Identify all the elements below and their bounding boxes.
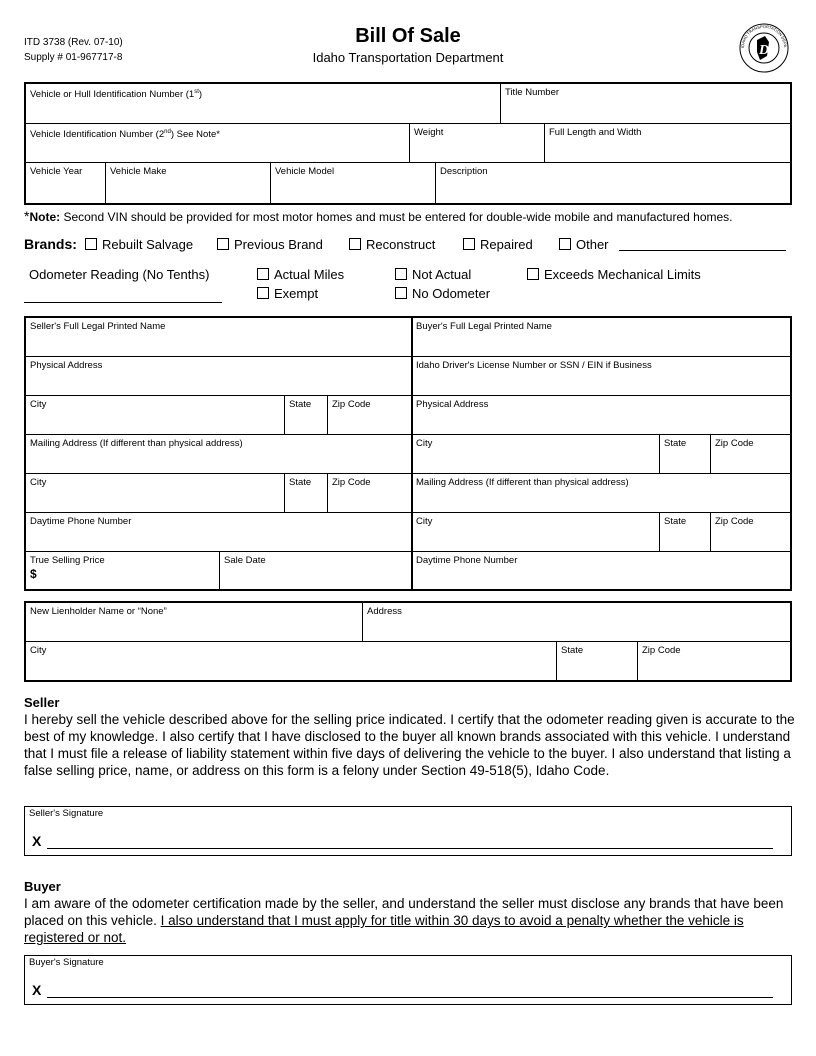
buyer-physical-address-label: Physical Address xyxy=(416,399,489,410)
hull-id-label: Vehicle or Hull Identification Number (1 xyxy=(30,89,195,101)
seller-signature-x: X xyxy=(32,833,42,849)
seller-certification-text: I hereby sell the vehicle described above for the selling price indicated. I certify that the odometer reading given is accurate to the best of my knowledge. I also certify that I have disclosed to the buyer all known brands associated with this vehicle. I understand that I must file a release of liability statement within five days of delivering the vehicle to the buyer. I also understand that listing a false selling price, name, or address on this form is a felony under Section 49-518(5), Idaho Code. xyxy=(24,712,795,778)
brand-other-input-line[interactable] xyxy=(619,250,786,251)
brand-reconstruct-label: Reconstruct xyxy=(366,237,436,252)
title-number-label: Title Number xyxy=(505,87,560,98)
buyer-mailing-city-label: City xyxy=(416,516,433,527)
title-number-field[interactable] xyxy=(501,84,790,124)
brand-other-label: Other xyxy=(576,237,609,252)
buyer-signature-label: Buyer's Signature xyxy=(29,957,104,968)
odo-not-actual[interactable] xyxy=(395,267,471,282)
seller-city-field[interactable] xyxy=(26,396,285,435)
buyer-section-title: Buyer xyxy=(24,879,61,894)
buyer-mailing-zip-label: Zip Code xyxy=(715,516,754,527)
brand-repaired-label: Repaired xyxy=(480,237,533,252)
seller-signature-label: Seller's Signature xyxy=(29,808,104,819)
note-text: Second VIN should be provided for most motor homes and must be entered for double-wide mobile and manufactured homes. xyxy=(60,210,733,224)
buyer-signature-box[interactable] xyxy=(24,955,792,1005)
buyer-name-field[interactable] xyxy=(412,318,790,357)
vin2-field[interactable] xyxy=(26,124,410,163)
seller-mailing-address-label: Mailing Address (If different than physical address) xyxy=(30,438,243,449)
note-label: Note: xyxy=(29,210,61,224)
seller-city-label: City xyxy=(30,399,47,410)
seller-mailing-state-label: State xyxy=(289,477,312,488)
checkbox[interactable] xyxy=(217,238,229,250)
buyer-state-field[interactable] xyxy=(660,435,711,474)
seller-physical-address-label: Physical Address xyxy=(30,360,103,371)
seller-mailing-state-field[interactable] xyxy=(285,474,328,513)
checkbox[interactable] xyxy=(559,238,571,250)
buyer-city-label: City xyxy=(416,438,433,449)
checkbox[interactable] xyxy=(527,268,539,280)
checkbox[interactable] xyxy=(85,238,97,250)
seller-mailing-address-field[interactable] xyxy=(26,435,412,474)
checkbox[interactable] xyxy=(349,238,361,250)
length-width-label: Full Length and Width xyxy=(549,127,642,138)
center-divider xyxy=(411,318,413,589)
department-seal-logo xyxy=(738,22,790,74)
weight-field[interactable] xyxy=(410,124,545,163)
buyer-text: I am aware of the odometer certification made by the seller, and understand the seller must disclose any brands that have been placed on this vehicle. xyxy=(24,896,784,928)
supply-number: Supply # 01-967717-8 xyxy=(24,52,123,63)
brand-previous-brand-label: Previous Brand xyxy=(234,237,323,252)
buyer-phone-field[interactable] xyxy=(412,552,790,589)
seller-state-label: State xyxy=(289,399,312,410)
seller-mailing-city-field[interactable] xyxy=(26,474,285,513)
buyer-mailing-city-field[interactable] xyxy=(412,513,660,552)
vin2-sup: nd xyxy=(164,129,171,135)
buyer-mailing-zip-field[interactable] xyxy=(711,513,790,552)
brand-previous-brand[interactable] xyxy=(217,237,323,252)
seller-buyer-box xyxy=(24,316,792,591)
lienholder-city-label: City xyxy=(30,645,47,656)
buyer-mailing-state-field[interactable] xyxy=(660,513,711,552)
hull-id-field[interactable] xyxy=(26,84,501,124)
brand-reconstruct[interactable] xyxy=(349,237,435,252)
vehicle-make-field[interactable] xyxy=(106,163,271,203)
odo-exceeds-limits-label: Exceeds Mechanical Limits xyxy=(544,267,701,282)
checkbox[interactable] xyxy=(463,238,475,250)
vehicle-make-label: Vehicle Make xyxy=(110,166,167,177)
odo-exceeds-limits[interactable] xyxy=(527,267,701,282)
second-vin-note xyxy=(24,208,733,224)
buyer-city-field[interactable] xyxy=(412,435,660,474)
seller-phone-field[interactable] xyxy=(26,513,412,552)
brand-rebuilt-salvage[interactable] xyxy=(85,237,193,252)
selling-price-label: True Selling Price xyxy=(30,555,105,566)
lienholder-box xyxy=(24,601,792,682)
lienholder-address-field[interactable] xyxy=(363,603,790,642)
buyer-zip-field[interactable] xyxy=(711,435,790,474)
svg-text:IDAHO TRANSPORTATION DEPARTMEN: IDAHO TRANSPORTATION DEPA xyxy=(739,23,789,49)
vin2-end: ) See Note* xyxy=(170,129,220,141)
odo-no-odometer-label: No Odometer xyxy=(412,286,491,301)
checkbox[interactable] xyxy=(257,268,269,280)
odo-actual-miles[interactable] xyxy=(257,267,344,282)
lienholder-zip-field[interactable] xyxy=(638,642,790,680)
odo-actual-miles-label: Actual Miles xyxy=(274,267,345,282)
checkbox[interactable] xyxy=(257,287,269,299)
odo-no-odometer[interactable] xyxy=(395,286,490,301)
buyer-state-label: State xyxy=(664,438,687,449)
length-width-field[interactable] xyxy=(545,124,790,163)
seller-signature-box[interactable] xyxy=(24,806,792,856)
dollar-sign: $ xyxy=(30,567,37,581)
vehicle-model-field[interactable] xyxy=(271,163,436,203)
note-star: * xyxy=(24,208,30,224)
page-subtitle: Idaho Transportation Department xyxy=(312,50,504,65)
hull-id-end: ) xyxy=(198,89,203,101)
vehicle-year-label: Vehicle Year xyxy=(30,166,83,177)
buyer-dl-field[interactable] xyxy=(412,357,790,396)
seller-mailing-zip-label: Zip Code xyxy=(332,477,371,488)
description-field[interactable] xyxy=(436,163,790,203)
selling-price-field[interactable] xyxy=(26,552,220,589)
brand-repaired[interactable] xyxy=(463,237,533,252)
seller-zip-field[interactable] xyxy=(328,396,412,435)
seller-name-field[interactable] xyxy=(26,318,412,357)
seller-mailing-city-label: City xyxy=(30,477,47,488)
vin2-label: Vehicle Identification Number (2 xyxy=(30,129,165,141)
checkbox[interactable] xyxy=(395,287,407,299)
lienholder-zip-label: Zip Code xyxy=(642,645,681,656)
vehicle-model-label: Vehicle Model xyxy=(275,166,335,177)
form-id: ITD 3738 (Rev. 07-10) xyxy=(24,37,123,48)
page-title: Bill Of Sale xyxy=(355,25,461,47)
brand-other[interactable] xyxy=(559,237,609,252)
hull-id-sup: st xyxy=(194,89,199,95)
odo-exempt-label: Exempt xyxy=(274,286,319,301)
lienholder-state-label: State xyxy=(561,645,584,656)
lienholder-state-field[interactable] xyxy=(557,642,638,680)
buyer-certification-text xyxy=(24,895,796,946)
buyer-signature-line[interactable] xyxy=(47,997,773,998)
odo-not-actual-label: Not Actual xyxy=(412,267,472,282)
description-label: Description xyxy=(440,166,488,177)
buyer-name-label: Buyer's Full Legal Printed Name xyxy=(416,321,552,332)
sale-date-label: Sale Date xyxy=(224,555,266,566)
brand-rebuilt-salvage-label: Rebuilt Salvage xyxy=(102,237,194,252)
seller-mailing-zip-field[interactable] xyxy=(328,474,412,513)
buyer-signature-x: X xyxy=(32,982,42,998)
checkbox[interactable] xyxy=(395,268,407,280)
weight-label: Weight xyxy=(414,127,444,138)
lienholder-address-label: Address xyxy=(367,606,402,617)
buyer-zip-label: Zip Code xyxy=(715,438,754,449)
buyer-mailing-address-field[interactable] xyxy=(412,474,790,513)
vehicle-info-box xyxy=(24,82,792,205)
seller-zip-label: Zip Code xyxy=(332,399,371,410)
seller-phone-label: Daytime Phone Number xyxy=(30,516,132,527)
buyer-mailing-address-label: Mailing Address (If different than physical address) xyxy=(416,477,629,488)
odometer-label: Odometer Reading (No Tenths) xyxy=(29,267,210,282)
seller-section-title: Seller xyxy=(24,695,60,710)
lienholder-name-field[interactable] xyxy=(26,603,363,642)
lienholder-name-label: New Lienholder Name or “None” xyxy=(30,606,167,617)
seller-signature-line[interactable] xyxy=(47,848,773,849)
buyer-text-underlined: I also understand that I must apply for title within 30 days to avoid a penalty whether the vehicle is registered or not. xyxy=(24,913,744,945)
svg-text:D: D xyxy=(758,43,770,58)
vehicle-year-field[interactable] xyxy=(26,163,106,203)
brands-label: Brands: xyxy=(24,236,77,252)
odometer-reading-input-line[interactable] xyxy=(24,302,222,303)
buyer-mailing-state-label: State xyxy=(664,516,687,527)
seller-name-label: Seller's Full Legal Printed Name xyxy=(30,321,166,332)
seller-state-field[interactable] xyxy=(285,396,328,435)
buyer-dl-label: Idaho Driver's License Number or SSN / EIN if Business xyxy=(416,360,652,371)
seller-physical-address-field[interactable] xyxy=(26,357,412,396)
odo-exempt[interactable] xyxy=(257,286,318,301)
buyer-phone-label: Daytime Phone Number xyxy=(416,555,518,566)
buyer-physical-address-field[interactable] xyxy=(412,396,790,435)
sale-date-field[interactable] xyxy=(220,552,412,589)
lienholder-city-field[interactable] xyxy=(26,642,557,680)
